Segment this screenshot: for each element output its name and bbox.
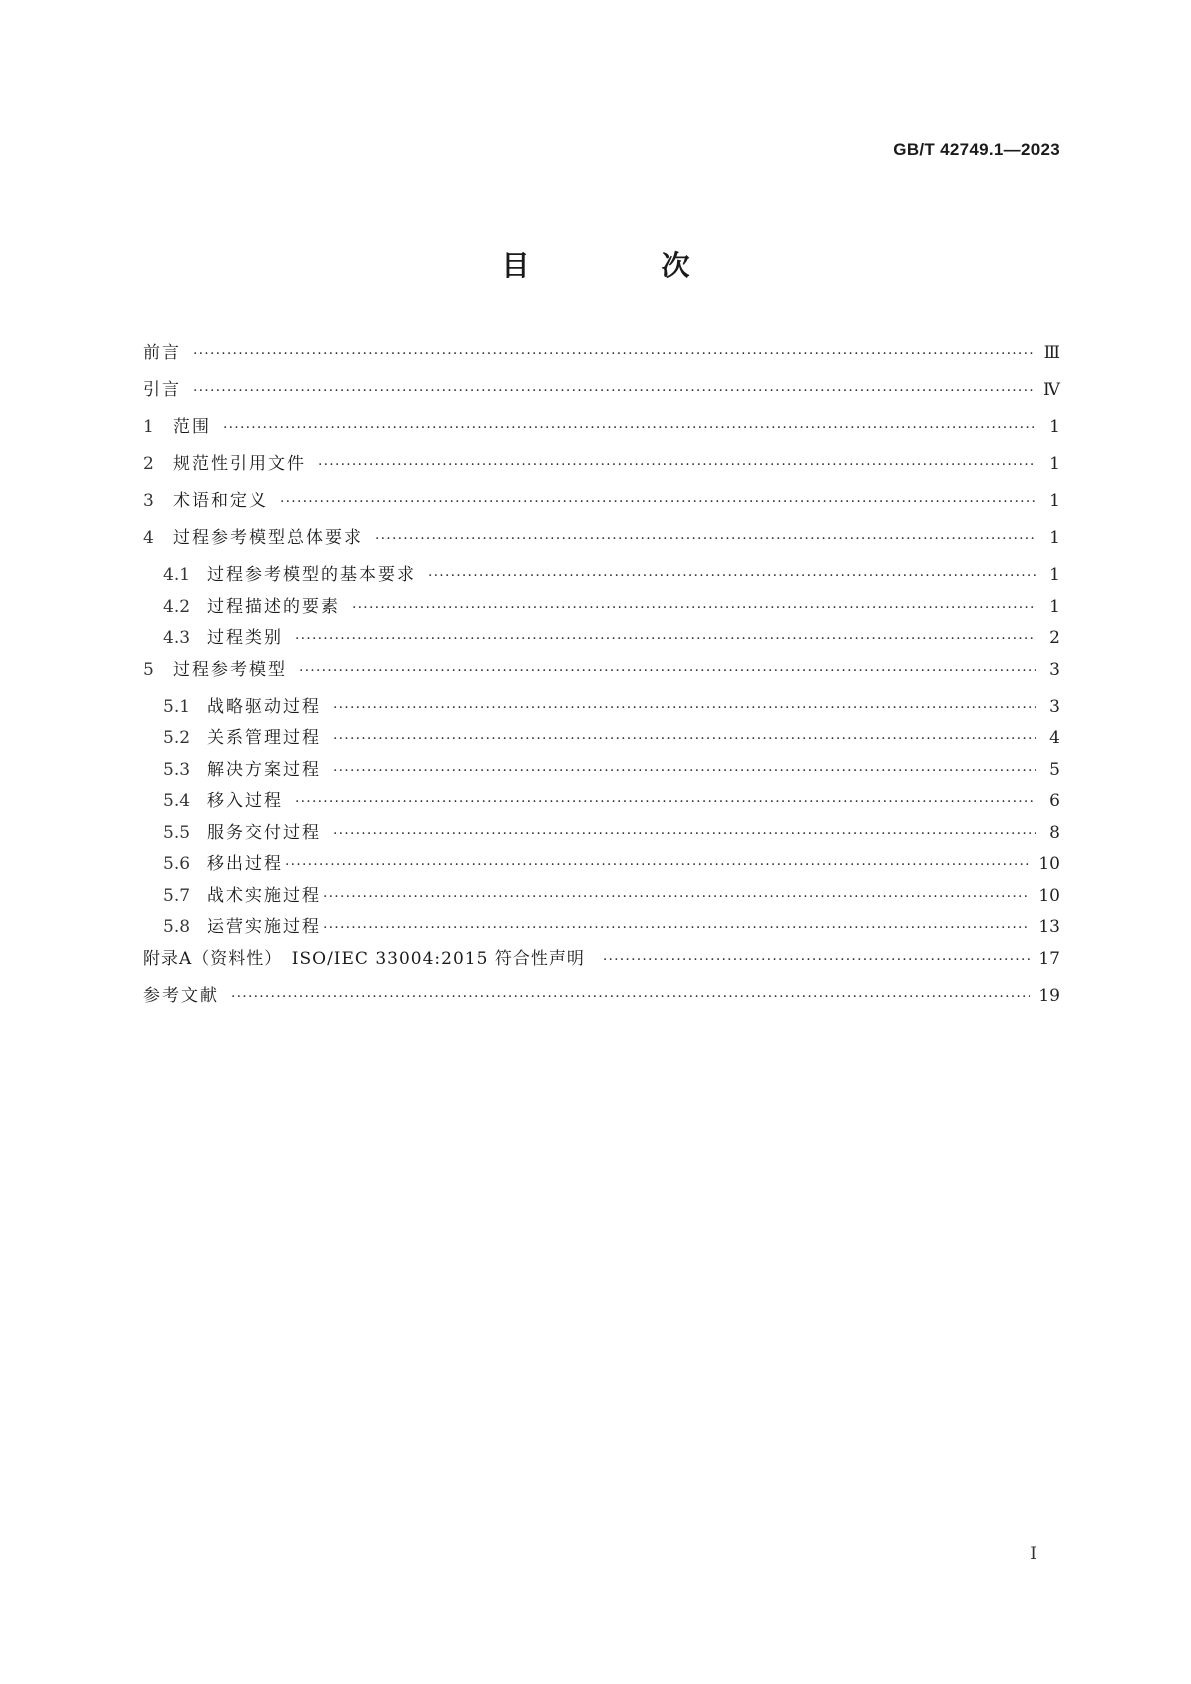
toc-section-number: 5.6 (163, 854, 191, 874)
toc-page-number: 6 (1049, 791, 1060, 811)
toc-section-number: 5.7 (163, 885, 191, 906)
toc-label: 规范性引用文件 (173, 454, 306, 474)
toc-page-number: 8 (1049, 822, 1060, 843)
toc-leader-dots (603, 952, 1031, 968)
toc-leader-dots (333, 700, 1036, 716)
toc-leader-dots (352, 600, 1036, 616)
toc-label: 引言 (143, 380, 181, 400)
toc-page-number: 4 (1049, 728, 1060, 748)
toc-label: 战略驱动过程 (207, 696, 321, 717)
toc-entry-5-5[interactable] (143, 818, 1060, 850)
toc-page-number: 10 (1038, 885, 1060, 906)
toc-entry-5[interactable] (143, 655, 1060, 692)
toc-page-number: 5 (1049, 759, 1060, 780)
toc-label: 前言 (143, 343, 181, 363)
toc-page-number: Ⅳ (1043, 380, 1060, 400)
toc-label: 运营实施过程 (207, 917, 321, 937)
toc-section-number: 4.1 (163, 565, 191, 585)
toc-section-number: 5.3 (163, 759, 191, 780)
toc-section-number: 4.3 (163, 628, 191, 648)
toc-section-number: 5.4 (163, 791, 191, 811)
toc-label: 过程参考模型的基本要求 (207, 565, 416, 585)
toc-section-number: 5 (143, 659, 154, 680)
toc-section-number: 5.8 (163, 917, 191, 937)
toc-entry-5-4[interactable] (143, 786, 1060, 818)
toc-label: 服务交付过程 (207, 822, 321, 843)
toc-label: 过程参考模型总体要求 (173, 528, 363, 548)
toc-entry-4-2[interactable] (143, 592, 1060, 624)
toc-label: 附录A（资料性） ISO/IEC 33004:2015 符合性声明 (143, 948, 585, 969)
toc-section-number: 5.5 (163, 822, 191, 843)
standard-code: GB/T 42749.1—2023 (893, 140, 1060, 159)
toc-entry-3[interactable] (143, 486, 1060, 523)
toc-leader-dots (223, 420, 1036, 436)
toc-entry-5-6[interactable] (143, 849, 1060, 881)
toc-page-number: 3 (1049, 659, 1060, 680)
toc-label: 移入过程 (207, 791, 283, 811)
toc-leader-dots (295, 794, 1036, 810)
toc-label: 战术实施过程 (207, 885, 321, 906)
page-number: Ⅰ (1030, 1544, 1037, 1564)
toc-leader-dots (428, 568, 1036, 584)
toc-leader-dots (285, 857, 1030, 873)
toc-entry-5-1[interactable] (143, 692, 1060, 724)
toc-page-number: 3 (1049, 696, 1060, 717)
toc-entry-4-3[interactable] (143, 623, 1060, 655)
toc-leader-dots (295, 631, 1036, 647)
toc-leader-dots (280, 494, 1036, 510)
toc-leader-dots (323, 920, 1030, 936)
toc-page-number: 1 (1049, 417, 1060, 437)
toc-section-number: 2 (143, 454, 154, 474)
toc-entry-annex-a[interactable] (143, 944, 1060, 981)
toc-leader-dots (333, 731, 1036, 747)
toc-entry-5-2[interactable] (143, 723, 1060, 755)
toc-leader-dots (231, 989, 1030, 1005)
toc-leader-dots (318, 457, 1036, 473)
toc-page-number: 13 (1038, 917, 1060, 937)
toc-leader-dots (299, 663, 1036, 679)
toc-entry-4[interactable] (143, 523, 1060, 560)
toc-entry-1[interactable] (143, 412, 1060, 449)
toc-section-number: 4 (143, 528, 154, 548)
toc-page-number: 19 (1038, 985, 1060, 1006)
toc-page-number: 1 (1049, 565, 1060, 585)
toc-entry-2[interactable] (143, 449, 1060, 486)
toc-label: 关系管理过程 (207, 728, 321, 748)
toc-leader-dots (333, 826, 1036, 842)
toc-label: 术语和定义 (173, 491, 268, 511)
toc-label: 过程参考模型 (173, 659, 287, 680)
toc-entry-introduction[interactable] (143, 375, 1060, 412)
toc-page-number: 10 (1038, 854, 1060, 874)
toc-section-number: 5.2 (163, 728, 191, 748)
page-title: 目 次 (501, 249, 742, 282)
toc-label: 移出过程 (207, 854, 283, 874)
toc-section-number: 1 (143, 417, 154, 437)
toc-page-number: 17 (1038, 948, 1060, 969)
toc-leader-dots (333, 763, 1036, 779)
toc-entry-foreword[interactable] (143, 338, 1060, 375)
toc-label: 过程类别 (207, 628, 283, 648)
toc-label: 过程描述的要素 (207, 596, 340, 617)
toc-entry-5-7[interactable] (143, 881, 1060, 913)
toc-leader-dots (193, 346, 1036, 362)
toc-page-number: 1 (1049, 491, 1060, 511)
toc-section-number: 3 (143, 491, 154, 511)
toc-label: 解决方案过程 (207, 759, 321, 780)
toc-label: 参考文献 (143, 985, 219, 1006)
table-of-contents (143, 338, 1060, 1018)
toc-entry-5-3[interactable] (143, 755, 1060, 787)
toc-page-number: 2 (1049, 628, 1060, 648)
toc-section-number: 4.2 (163, 596, 191, 617)
toc-page-number: Ⅲ (1043, 343, 1060, 363)
toc-entry-4-1[interactable] (143, 560, 1060, 592)
toc-entry-bibliography[interactable] (143, 981, 1060, 1018)
toc-leader-dots (375, 531, 1036, 547)
toc-label: 范围 (173, 417, 211, 437)
toc-leader-dots (193, 383, 1035, 399)
toc-page-number: 1 (1049, 596, 1060, 617)
toc-leader-dots (323, 889, 1030, 905)
toc-entry-5-8[interactable] (143, 912, 1060, 944)
toc-section-number: 5.1 (163, 696, 191, 717)
toc-page-number: 1 (1049, 454, 1060, 474)
toc-page-number: 1 (1049, 528, 1060, 548)
